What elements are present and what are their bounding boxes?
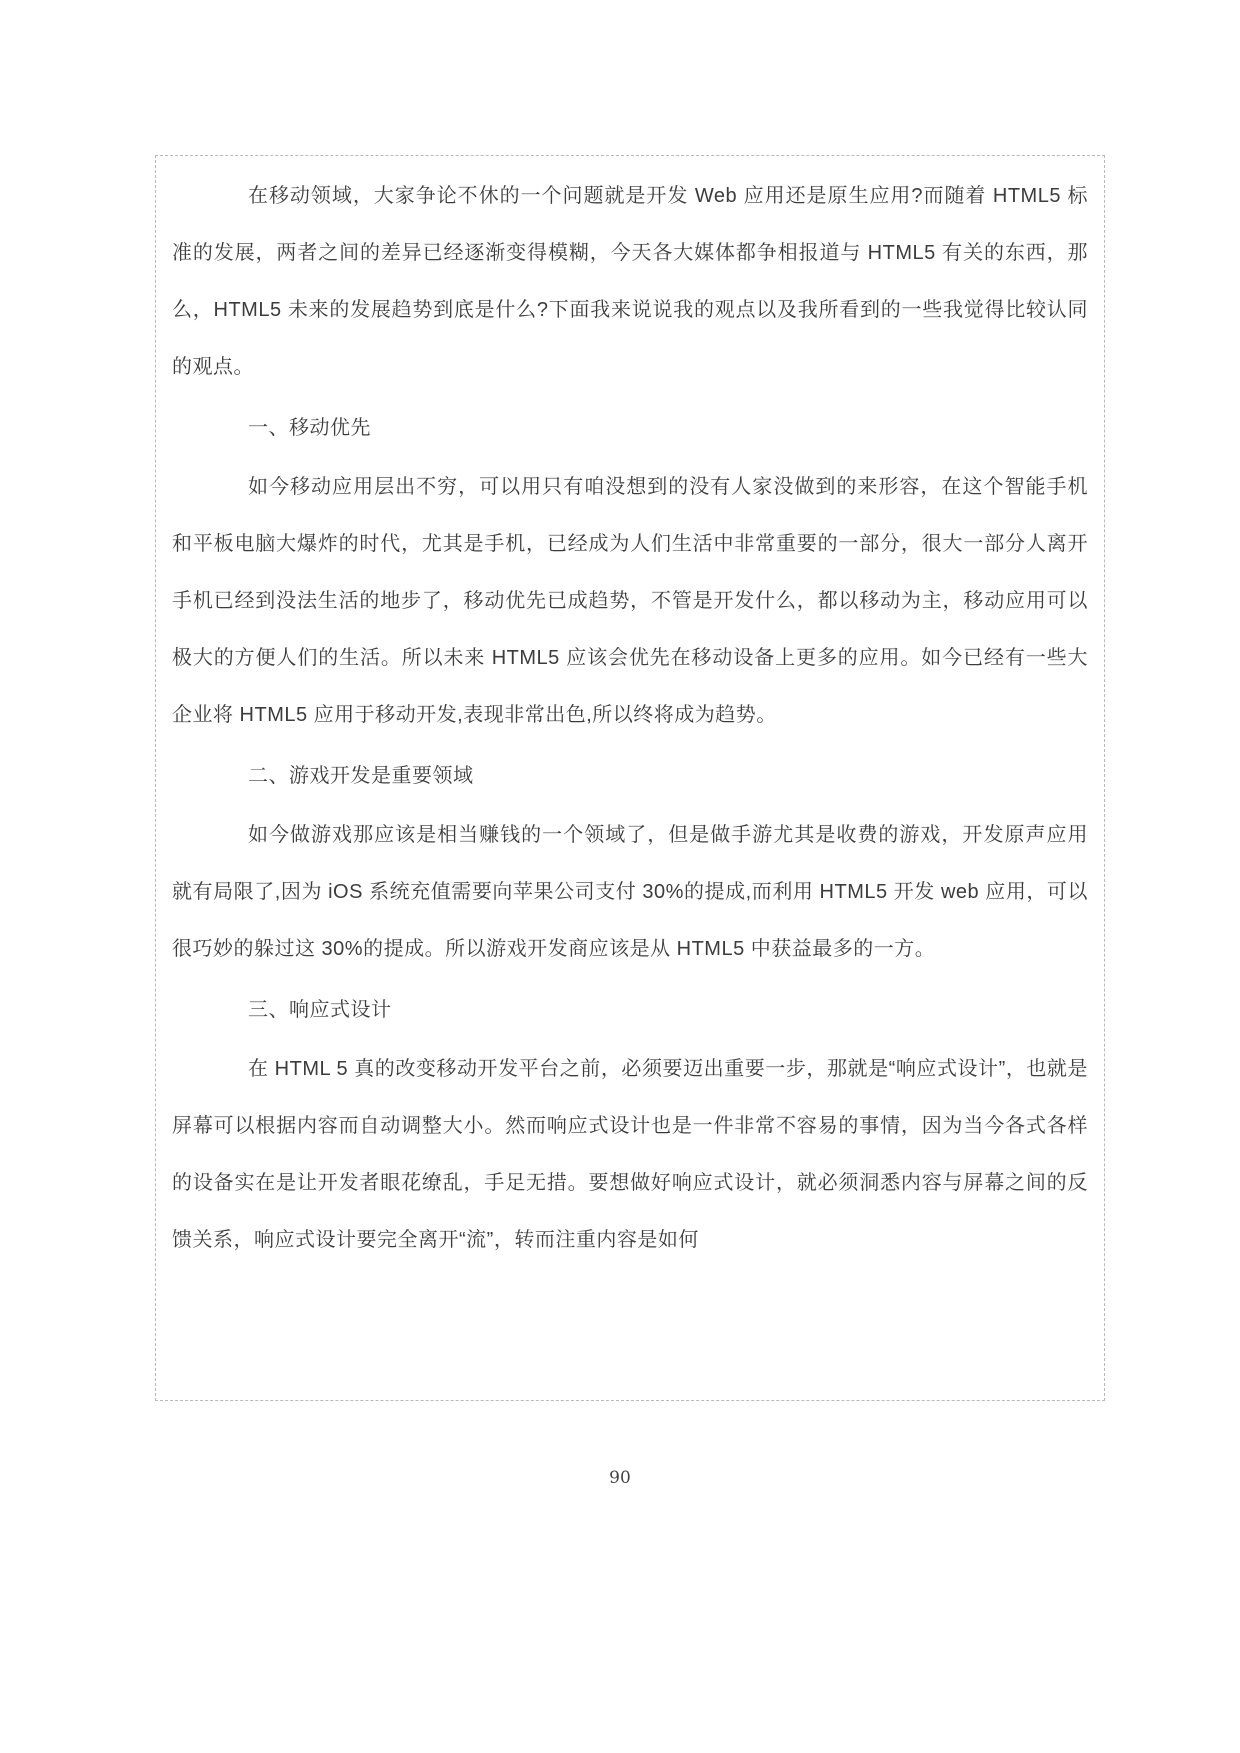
section-heading-3: 三、响应式设计 (248, 999, 392, 1021)
section-heading-2: 二、游戏开发是重要领域 (248, 765, 474, 787)
section-heading-1: 一、移动优先 (248, 417, 371, 439)
page-number: 90 (609, 1468, 631, 1488)
paragraph-section-2: 如今做游戏那应该是相当赚钱的一个领域了，但是做手游尤其是收费的游戏，开发原声应用就有局限了,因为 iOS 系统充值需要向苹果公司支付 30%的提成,而利用 HTML5 开发 web 应用，可以很巧妙的躲过这 30%的提成。所以游戏开发商应该是从 HTML5 中获益最多的一方。 (172, 824, 1088, 960)
document-content-box (155, 155, 1105, 1401)
paragraph-section-1: 如今移动应用层出不穷，可以用只有咱没想到的没有人家没做到的来形容，在这个智能手机和平板电脑大爆炸的时代，尤其是手机，已经成为人们生活中非常重要的一部分，很大一部分人离开手机已经到没法生活的地步了，移动优先已成趋势，不管是开发什么，都以移动为主，移动应用可以极大的方便人们的生活。所以未来 HTML5 应该会优先在移动设备上更多的应用。如今已经有一些大企业将 HTML5 应用于移动开发,表现非常出色,所以终将成为趋势。 (172, 476, 1088, 726)
paragraph-section-3: 在 HTML 5 真的改变移动开发平台之前，必须要迈出重要一步，那就是“响应式设计”，也就是屏幕可以根据内容而自动调整大小。然而响应式设计也是一件非常不容易的事情，因为当今各式各样的设备实在是让开发者眼花缭乱，手足无措。要想做好响应式设计，就必须洞悉内容与屏幕之间的反馈关系，响应式设计要完全离开“流”，转而注重内容是如何 (172, 1058, 1088, 1251)
paragraph-intro: 在移动领域，大家争论不休的一个问题就是开发 Web 应用还是原生应用?而随着 HTML5 标准的发展，两者之间的差异已经逐渐变得模糊，今天各大媒体都争相报道与 HTML5 有关的东西，那么，HTML5 未来的发展趋势到底是什么?下面我来说说我的观点以及我所看到的一些我觉得比较认同的观点。 (172, 185, 1088, 378)
